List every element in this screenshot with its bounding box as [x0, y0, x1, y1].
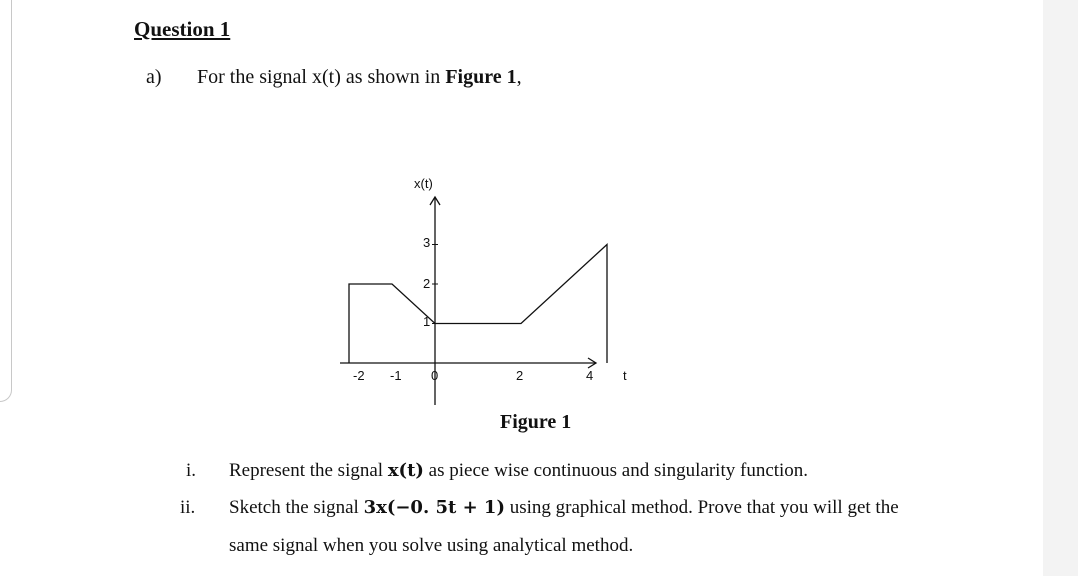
- x-tick-label: 2: [516, 368, 524, 383]
- item-text-start: Sketch the signal: [229, 497, 364, 518]
- x-tick-label: 0: [431, 368, 439, 383]
- y-tick-label: 1: [423, 314, 431, 329]
- right-gutter: [1043, 0, 1078, 576]
- part-a-text-end: ,: [516, 66, 522, 88]
- part-a-label: a): [146, 66, 162, 88]
- item-numeral: i.: [186, 460, 197, 481]
- x-tick-label: -2: [353, 368, 365, 383]
- x-tick-label: -1: [390, 368, 402, 383]
- part-a-text: [197, 66, 522, 89]
- item-text: [229, 460, 808, 482]
- item-numeral: ii.: [180, 497, 196, 518]
- y-tick-label: 3: [423, 235, 431, 250]
- y-tick-label: 2: [423, 276, 431, 291]
- item-text-start: Represent the signal: [229, 460, 388, 481]
- y-axis-label: x(t): [414, 176, 433, 191]
- math-expression: x(t): [387, 460, 424, 481]
- item-text-continued: same signal when you solve using analytical method.: [229, 535, 634, 556]
- figure-reference: Figure 1: [445, 66, 517, 88]
- item-text-end: as piece wise continuous and singularity function.: [423, 460, 809, 481]
- item-text-end: using graphical method. Prove that you will get the: [504, 497, 899, 518]
- signal-figure: [330, 165, 650, 410]
- page-edge: [0, 0, 12, 402]
- question-heading: Question 1: [134, 17, 231, 41]
- math-expression: 3x(−0. 5t + 1): [363, 497, 505, 518]
- part-a-text-start: For the signal x(t) as shown in: [197, 66, 446, 88]
- item-text: [229, 497, 899, 519]
- figure-caption: Figure 1: [500, 411, 572, 433]
- signal-curve: [349, 245, 607, 364]
- x-axis-label: t: [623, 368, 627, 383]
- x-tick-label: 4: [586, 368, 594, 383]
